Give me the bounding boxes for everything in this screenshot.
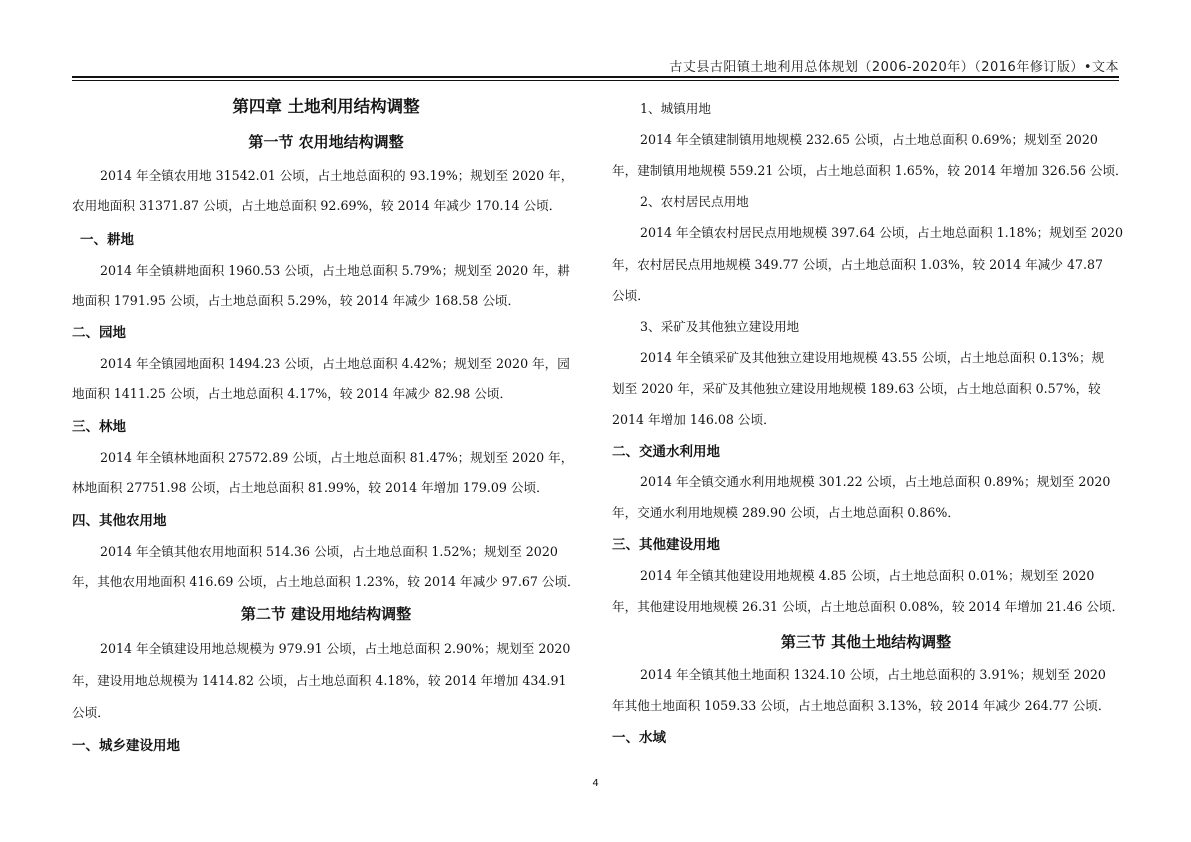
section2-title: 第二节 建设用地结构调整 [240,605,412,623]
subheading-chengzhen: 1、城镇用地 [640,101,711,116]
heading-yuandi: 二、园地 [72,325,126,341]
chapter-title: 第四章 土地利用结构调整 [232,97,420,116]
heading-qita-nongyongdi: 四、其他农用地 [72,513,167,529]
heading-gengdi: 一、耕地 [80,232,134,248]
paragraph-line: 2014 年全镇其他建设用地规模 4.85 公顷，占土地总面积 0.01%；规划至 2020 [640,568,1095,583]
header-rule-thick [72,76,1119,78]
subheading-nongcun: 2、农村居民点用地 [640,194,749,209]
paragraph-line: 2014 年全镇交通水利用地规模 301.22 公顷，占土地总面积 0.89%；规划至 2020 [640,474,1111,489]
paragraph-line: 2014 年全镇建制镇用地规模 232.65 公顷，占土地总面积 0.69%；规划至 2020 [640,132,1098,147]
paragraph-line: 2014 年全镇农用地 31542.01 公顷，占土地总面积的 93.19%；规划至 2020 年， [100,168,574,183]
header-rule-thin [72,80,1119,81]
subheading-caikuang: 3、采矿及其他独立建设用地 [640,319,800,334]
paragraph-line: 2014 年全镇园地面积 1494.23 公顷，占土地总面积 4.42%；规划至 2020 年，园 [100,356,570,371]
heading-qita-jianshe: 三、其他建设用地 [612,537,720,553]
paragraph-line: 年，其他农用地面积 416.69 公顷，占土地总面积 1.23%，较 2014 年减少 97.67 公顷． [72,574,580,589]
paragraph-line: 年，农村居民点用地规模 349.77 公顷，占土地总面积 1.03%，较 2014 年减少 47.87 [612,257,1104,272]
section1-title: 第一节 农用地结构调整 [248,133,404,151]
paragraph-line: 2014 年全镇林地面积 27572.89 公顷，占土地总面积 81.47%；规划至 2020 年， [100,450,574,465]
paragraph-line: 划至 2020 年，采矿及其他独立建设用地规模 189.63 公顷，占土地总面积 0.57%，较 [612,381,1101,396]
paragraph-line: 农用地面积 31371.87 公顷，占土地总面积 92.69%，较 2014 年减少 170.14 公顷． [72,198,562,213]
paragraph-line: 2014 年全镇农村居民点用地规模 397.64 公顷，占土地总面积 1.18%；规划至 2020 [640,225,1124,240]
paragraph-line: 地面积 1411.25 公顷，占土地总面积 4.17%，较 2014 年减少 82.98 公顷． [72,386,513,401]
paragraph-line: 年，交通水利用地规模 289.90 公顷，占土地总面积 0.86%． [612,505,960,520]
paragraph-line: 2014 年全镇建设用地总规模为 979.91 公顷，占土地总面积 2.90%；规划至 2020 [100,641,571,656]
paragraph-line: 公顷． [612,288,650,303]
paragraph-line: 地面积 1791.95 公顷，占土地总面积 5.29%，较 2014 年减少 168.58 公顷． [72,293,521,308]
paragraph-line: 年，建制镇用地规模 559.21 公顷，占土地总面积 1.65%，较 2014 年增加 326.56 公顷． [612,163,1128,178]
heading-jiaotong: 二、交通水利用地 [612,444,720,460]
paragraph-line: 林地面积 27751.98 公顷，占土地总面积 81.99%，较 2014 年增加 179.09 公顷． [72,480,549,495]
heading-shuiyu: 一、水域 [612,730,666,746]
section3-title: 第三节 其他土地结构调整 [780,633,952,651]
paragraph-line: 2014 年全镇耕地面积 1960.53 公顷，占土地总面积 5.79%；规划至 2020 年，耕 [100,263,570,278]
page-header: 古丈县古阳镇土地利用总体规划（2006-2020年）（2016年修订版）•文本 [669,60,1119,75]
paragraph-line: 2014 年全镇采矿及其他独立建设用地规模 43.55 公顷，占土地总面积 0.13%；规 [640,350,1105,365]
paragraph-line: 2014 年全镇其他农用地面积 514.36 公顷，占土地总面积 1.52%；规划至 2020 [100,544,558,559]
paragraph-line: 公顷． [72,705,110,720]
paragraph-line: 年，其他建设用地规模 26.31 公顷，占土地总面积 0.08%，较 2014 年增加 21.46 公顷． [612,599,1125,614]
heading-chengxiang: 一、城乡建设用地 [72,738,180,754]
paragraph-line: 年，建设用地总规模为 1414.82 公顷，占土地总面积 4.18%，较 2014 年增加 434.91 [72,673,567,688]
paragraph-line: 2014 年全镇其他土地面积 1324.10 公顷，占土地总面积的 3.91%；规划至 2020 [640,667,1106,682]
paragraph-line: 2014 年增加 146.08 公顷． [612,412,776,427]
paragraph-line: 年其他土地面积 1059.33 公顷，占土地总面积 3.13%，较 2014 年减少 264.77 公顷． [612,698,1111,713]
heading-lindi: 三、林地 [72,419,126,435]
page-number: 4 [592,778,599,789]
